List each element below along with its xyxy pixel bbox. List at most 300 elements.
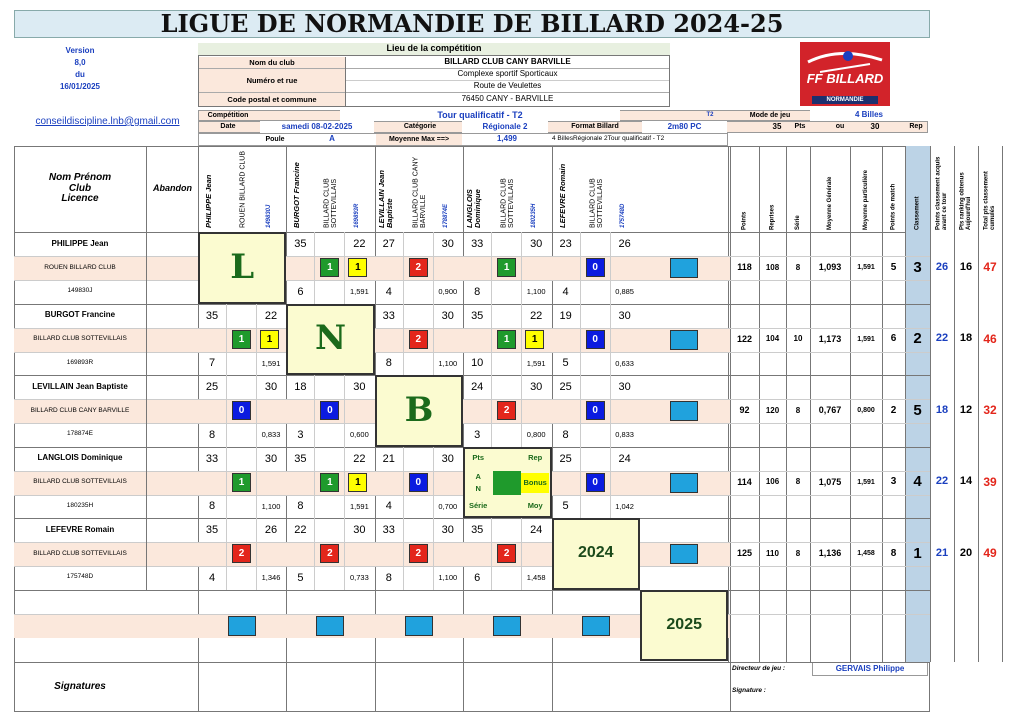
player-stat: 3 [890, 476, 897, 487]
match-points: 33 [471, 238, 484, 250]
match-sep [580, 375, 581, 447]
match-points-badge: 2 [409, 330, 428, 349]
player-stat: 39 [983, 474, 997, 489]
row-sep [14, 662, 930, 663]
match-bonus-badge: 1 [525, 330, 544, 349]
col-name: LEVILLAIN Jean Baptiste [376, 170, 394, 228]
player-licence: 169893R [66, 358, 94, 366]
match-moyenne: 0,633 [615, 358, 634, 368]
ou-label: ou [835, 123, 845, 131]
match-sep [403, 447, 404, 519]
player-stat: 16 [959, 260, 973, 273]
player-stat: 26 [935, 260, 949, 273]
match-points-badge: 2 [497, 401, 516, 420]
spare-cell [670, 330, 698, 350]
match-reprises: 30 [530, 238, 543, 250]
stat-header: Points classement acquis avant ce tour [935, 156, 948, 230]
match-points: 35 [471, 309, 484, 322]
player-club: BILLARD CLUB CANY BARVILLE [30, 406, 130, 414]
player-stat: 1,075 [818, 476, 842, 487]
version-number: 8,0 [74, 57, 86, 67]
match-points-badge: 2 [497, 544, 516, 563]
player-stat: 104 [765, 334, 780, 344]
player-stat: 14 [959, 475, 973, 488]
match-serie: 8 [385, 571, 392, 584]
player-licence: 180235H [66, 501, 94, 509]
match-sep [256, 304, 257, 376]
match-points-badge: 2 [232, 544, 251, 563]
match-sep [580, 304, 581, 376]
abandon-sep [146, 518, 147, 590]
match-reprises: 30 [441, 238, 454, 250]
player-licence: 175748D [66, 573, 94, 581]
signature-label: Signature : [732, 686, 766, 694]
col-name: BURGOT Francine [292, 162, 302, 228]
match-bonus-badge: 1 [260, 330, 279, 349]
player-stat: 0,767 [818, 405, 842, 416]
spare-cell [228, 616, 256, 636]
player-stat: 20 [959, 546, 973, 559]
player-stat: 125 [736, 548, 753, 559]
match-moyenne: 0,833 [261, 430, 281, 439]
match-serie: 8 [297, 500, 304, 512]
player-stat: 47 [983, 260, 997, 275]
match-reprises: 24 [530, 524, 543, 536]
diag-year-2025: 2025 [666, 615, 702, 633]
match-serie: 3 [297, 428, 304, 441]
version-du: du [75, 69, 85, 79]
match-sep [521, 304, 522, 376]
spare-cell [316, 616, 344, 636]
player-club: ROUEN BILLARD CLUB [44, 263, 116, 271]
match-sep [256, 447, 257, 519]
match-points-badge: 1 [320, 258, 339, 277]
match-sep [344, 447, 345, 519]
rep-value: 30 [870, 121, 880, 131]
match-moyenne: 1,591 [526, 358, 546, 368]
match-points-badge: 1 [497, 258, 516, 277]
page-title: LIGUE DE NORMANDIE DE BILLARD 2024-25 [160, 9, 784, 39]
directeur-label: Directeur de jeu : [732, 664, 786, 672]
match-points-badge: 0 [586, 473, 605, 492]
col-lic: 175748D [619, 203, 626, 228]
match-serie: 5 [562, 357, 569, 369]
version-label: Version [65, 45, 95, 55]
player-stat: 22 [935, 475, 949, 488]
player-stat: 6 [890, 333, 897, 344]
desc-value: 4 BillesRégionale 2Tour qualificatif - T2 [552, 135, 665, 143]
match-points: 25 [559, 381, 572, 393]
match-serie: 8 [208, 500, 216, 512]
club-label: Nom du club [199, 57, 345, 69]
player-stat: 21 [935, 546, 949, 559]
col-name: PHILIPPE Jean [204, 174, 214, 228]
match-points: 35 [471, 524, 484, 536]
player-name: BURGOT Francine [44, 310, 116, 320]
match-points: 35 [294, 452, 307, 465]
t2-label: T2 [706, 112, 714, 119]
diag-year-2024: 2024 [577, 544, 614, 562]
header-club-text: Club [68, 182, 92, 194]
col-name: LEFEVRE Romain [557, 163, 567, 228]
moy-label: Moyenne Max ==> [376, 134, 462, 145]
player-stat: 3 [913, 258, 922, 276]
match-sep [433, 232, 434, 304]
match-sep [314, 232, 315, 304]
player-stat: 0,800 [857, 407, 875, 415]
player-stat: 118 [737, 262, 752, 273]
match-moyenne: 0,900 [438, 287, 458, 296]
header-nom [14, 146, 146, 232]
legend-serie: Série [469, 501, 488, 510]
stat-header: Série [794, 215, 801, 230]
match-serie: 4 [208, 571, 216, 584]
match-sep [433, 304, 434, 376]
format-label: Format Billard [571, 123, 619, 131]
match-points-badge: 1 [232, 473, 251, 492]
match-sep [433, 518, 434, 590]
categorie-value: Régionale 2 [462, 121, 548, 133]
player-stat: 4 [913, 473, 922, 491]
match-points-badge: 1 [497, 330, 516, 349]
signatures-label: Signatures [54, 680, 106, 692]
match-points: 22 [294, 524, 307, 536]
match-sep [521, 375, 522, 447]
match-serie: 8 [562, 428, 569, 441]
match-reprises: 30 [353, 524, 366, 536]
cp-label: Code postal et commune [199, 93, 345, 106]
stat-sep [1002, 146, 1003, 662]
spare-cell [670, 473, 698, 493]
legend-a: A [475, 472, 481, 481]
match-points: 35 [294, 238, 307, 250]
match-serie: 8 [474, 285, 481, 298]
match-moyenne: 1,100 [438, 573, 458, 582]
player-stat: 8 [795, 548, 801, 558]
spare-cell [670, 401, 698, 421]
match-points: 25 [559, 452, 572, 465]
match-sep [344, 375, 345, 447]
header-abandon: Abandon [146, 146, 198, 232]
match-sep [256, 518, 257, 590]
rue-label: Numéro et rue [199, 69, 345, 93]
match-points: 21 [382, 452, 395, 465]
player-stat: 110 [766, 548, 779, 558]
match-sep [226, 518, 227, 590]
col-lic: 149830J [265, 204, 272, 228]
spare-cell [582, 616, 610, 636]
match-reprises: 26 [618, 238, 631, 250]
col-club: BILLARD CLUB SOTTEVILLAIS [589, 178, 604, 228]
match-reprises: 24 [618, 452, 631, 465]
col-club: ROUEN BILLARD CLUB [239, 150, 247, 228]
stat-header: Points de match [890, 183, 897, 230]
match-sep [580, 232, 581, 304]
match-points-badge: 2 [409, 544, 428, 563]
match-sep [521, 518, 522, 590]
match-sep [491, 518, 492, 590]
match-sep [521, 232, 522, 304]
match-sep [580, 447, 581, 519]
match-moyenne: 0,700 [438, 501, 458, 511]
match-points-badge: 1 [320, 473, 339, 492]
match-reprises: 30 [353, 381, 366, 393]
match-points: 35 [205, 309, 219, 322]
match-sep [610, 304, 611, 376]
player-stat: 10 [793, 334, 803, 344]
match-serie: 10 [471, 357, 484, 369]
match-reprises: 22 [264, 309, 278, 322]
match-serie: 6 [297, 285, 304, 298]
match-reprises: 26 [264, 524, 278, 536]
match-sep [403, 518, 404, 590]
legend-bonus: Bonus [521, 473, 549, 493]
match-points-badge: 0 [320, 401, 339, 420]
col-lic: 180235H [531, 203, 538, 228]
player-name: LEFEVRE Romain [45, 524, 115, 534]
match-sep [344, 232, 345, 304]
col-club: BILLARD CLUB CANY BARVILLE [412, 156, 427, 228]
match-sep [610, 375, 611, 447]
stat-header: Classement [914, 196, 921, 230]
player-stat: 92 [739, 405, 750, 416]
abandon-sep [146, 447, 147, 519]
match-moyenne: 0,833 [615, 430, 634, 439]
match-sep [226, 304, 227, 376]
match-serie: 8 [385, 357, 392, 369]
player-stat: 1 [913, 544, 922, 562]
player-stat: 120 [765, 405, 780, 415]
player-stat: 18 [959, 332, 973, 345]
match-moyenne: 1,100 [526, 287, 546, 296]
match-moyenne: 1,346 [261, 573, 281, 582]
match-reprises: 30 [618, 381, 631, 393]
poule-value: A [329, 134, 335, 144]
match-sep [403, 232, 404, 304]
match-points: 19 [559, 309, 572, 322]
legend-moy: Moy [527, 501, 543, 510]
player-stat: 8 [795, 477, 801, 487]
match-serie: 7 [208, 357, 216, 369]
match-moyenne: 1,591 [350, 501, 369, 511]
ffbillard-logo [800, 42, 890, 106]
player-stat: 122 [736, 333, 753, 344]
match-sep [226, 447, 227, 519]
col-club: BILLARD CLUB SOTTEVILLAIS [324, 178, 339, 228]
col-name: LANGLOIS Dominique [465, 189, 483, 228]
abandon-sep [146, 304, 147, 376]
player-stat: 1,458 [857, 550, 875, 558]
player-stat: 2 [913, 330, 922, 348]
subrow-sep [14, 614, 930, 615]
match-serie: 5 [297, 571, 304, 584]
header-licence-text: Licence [61, 193, 99, 205]
match-points: 25 [205, 381, 219, 393]
player-stat: 108 [765, 262, 780, 272]
match-sep [491, 232, 492, 304]
match-reprises: 30 [441, 452, 454, 465]
match-points: 35 [205, 524, 219, 536]
match-reprises: 22 [530, 309, 543, 322]
col-lic: 178874E [442, 203, 449, 228]
match-sep [256, 375, 257, 447]
competition-value: Tour qualificatif - T2 [340, 110, 620, 121]
player-stat: 32 [983, 403, 997, 418]
match-serie: 4 [385, 285, 392, 298]
abandon-sep [146, 232, 147, 304]
match-points-badge: 0 [232, 401, 251, 420]
date-value: samedi 08-02-2025 [260, 121, 374, 133]
match-reprises: 30 [441, 524, 454, 536]
match-moyenne: 0,800 [526, 430, 546, 439]
player-licence: 149830J [67, 287, 93, 295]
player-name: LANGLOIS Dominique [37, 453, 123, 463]
player-name: PHILIPPE Jean [51, 238, 109, 248]
player-club: BILLARD CLUB SOTTEVILLAIS [33, 478, 127, 486]
match-sep [314, 375, 315, 447]
player-name: LEVILLAIN Jean Baptiste [32, 381, 128, 391]
spare-cell [493, 616, 521, 636]
player-stat: 1,093 [818, 262, 842, 273]
pts-value: 35 [772, 121, 782, 131]
logo-text: FF BILLARD [806, 71, 884, 87]
match-sep [610, 232, 611, 304]
poule-label: Poule [265, 135, 285, 143]
match-points: 33 [382, 309, 395, 322]
match-sep [433, 447, 434, 519]
legend-n: N [475, 484, 481, 493]
format-value: 2m80 PC [642, 121, 727, 133]
rep-label: Rep [909, 123, 923, 131]
player-stat: 49 [983, 546, 997, 561]
match-points-badge: 2 [320, 544, 339, 563]
logo-sub: NORMANDIE [812, 96, 878, 104]
match-serie: 5 [562, 500, 569, 512]
lieu-header: Lieu de la compétition [198, 43, 670, 56]
match-moyenne: 1,100 [438, 358, 458, 368]
match-points: 23 [559, 238, 572, 250]
match-sep [403, 304, 404, 376]
player-club: BILLARD CLUB SOTTEVILLAIS [33, 549, 127, 557]
player-stat: 1,136 [818, 548, 842, 559]
directeur-value: GERVAIS Philippe [812, 662, 928, 676]
match-serie: 4 [385, 500, 392, 512]
diag-letter: L [230, 246, 255, 287]
match-moyenne: 0,600 [350, 430, 369, 439]
stat-header: Moyenne particulière [862, 169, 869, 230]
match-serie: 8 [208, 428, 216, 441]
match-reprises: 30 [264, 452, 278, 465]
match-points-badge: 0 [586, 330, 605, 349]
match-moyenne: 1,100 [261, 501, 281, 511]
match-serie: 6 [474, 571, 481, 584]
match-moyenne: 1,458 [526, 573, 546, 582]
match-reprises: 22 [353, 452, 366, 465]
header-nom-text: Nom Prénom [48, 172, 112, 184]
match-reprises: 30 [530, 381, 543, 393]
match-bonus-badge: 1 [348, 473, 367, 492]
legend-rep: Rep [528, 453, 543, 462]
club-value: BILLARD CLUB CANY BARVILLE [346, 57, 669, 69]
match-reprises: 30 [618, 309, 631, 322]
match-sep [226, 375, 227, 447]
player-stat: 18 [935, 403, 949, 416]
row-mid-band [14, 614, 730, 638]
match-serie: 3 [474, 428, 481, 441]
player-stat: 106 [765, 477, 780, 487]
match-points-badge: 0 [409, 473, 428, 492]
rue-value-1: Complexe sportif Sporticaux [346, 69, 669, 81]
match-moyenne: 0,733 [350, 573, 369, 582]
player-stat: 1,591 [857, 478, 875, 486]
match-sep [314, 518, 315, 590]
player-licence: 178874E [66, 430, 94, 438]
match-bonus-badge: 1 [348, 258, 367, 277]
match-points: 27 [382, 238, 395, 250]
email-link[interactable]: conseildiscipline.lnb@gmail.com [35, 115, 180, 127]
match-sep [491, 375, 492, 447]
stat-header: Reprises [769, 204, 776, 230]
match-sep [491, 304, 492, 376]
date-label: Date [220, 123, 236, 131]
match-moyenne: 1,591 [350, 287, 369, 296]
diag-letter: N [315, 318, 347, 359]
player-stat: 1,591 [857, 335, 875, 343]
match-points: 24 [471, 381, 484, 393]
match-points-badge: 0 [586, 401, 605, 420]
player-stat: 1,173 [818, 333, 842, 344]
pts-label: Pts [794, 123, 806, 131]
match-reprises: 30 [264, 381, 278, 393]
abandon-sep [146, 375, 147, 447]
player-club: BILLARD CLUB SOTTEVILLAIS [33, 335, 127, 343]
categorie-label: Catégorie [403, 123, 437, 131]
match-points: 33 [382, 524, 395, 536]
player-stat: 46 [983, 331, 997, 346]
stat-header: Points [741, 211, 748, 230]
player-stat: 5 [890, 261, 897, 273]
match-points-badge: 0 [586, 258, 605, 277]
spare-cell [405, 616, 433, 636]
player-stat: 12 [959, 403, 973, 416]
player-stat: 8 [795, 405, 801, 415]
player-stat: 2 [890, 404, 897, 416]
match-points-badge: 2 [409, 258, 428, 277]
match-reprises: 22 [353, 238, 366, 250]
match-reprises: 30 [441, 309, 454, 322]
match-points: 18 [294, 381, 307, 393]
rue-value-2: Route de Veulettes [346, 81, 669, 93]
player-stat: 8 [890, 547, 897, 559]
player-stat: 1,591 [857, 264, 875, 272]
match-sep [610, 447, 611, 519]
match-moyenne: 0,885 [615, 287, 634, 296]
diag-letter: B [404, 389, 434, 430]
player-stat: 114 [737, 476, 752, 487]
match-serie: 4 [562, 285, 569, 298]
version-date: 16/01/2025 [59, 81, 101, 91]
player-stat: 22 [935, 332, 949, 345]
match-moyenne: 1,591 [261, 358, 281, 368]
col-lic: 169893R [354, 203, 361, 228]
player-stat: 8 [795, 262, 801, 272]
match-sep [344, 518, 345, 590]
spare-cell [670, 258, 698, 278]
stat-header: Pts ranking obtenus Aujourd'hui [959, 172, 972, 230]
cp-value: 76450 CANY - BARVILLE [461, 94, 554, 104]
match-moyenne: 1,042 [615, 501, 634, 511]
legend-pts: Pts [472, 453, 485, 462]
